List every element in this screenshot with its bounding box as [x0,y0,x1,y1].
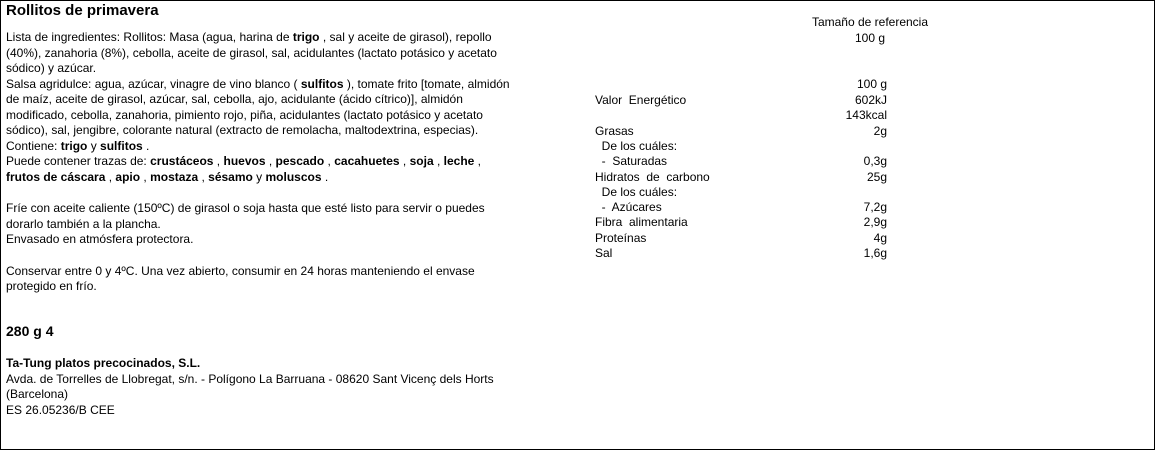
ingredient-text: y [87,138,101,153]
nutrient-label: De los cuáles: [595,184,678,199]
ingredient-text: Puede contener trazas de: [6,154,151,168]
ingredient-text: , [324,154,335,168]
allergen: sésamo [208,169,253,184]
allergen: trigo [60,138,88,153]
ingredients-line [6,170,566,186]
nutrient-value: 1,6g [863,246,887,260]
ingredient-text: , [265,154,276,168]
nutrient-value: 25g [866,169,887,184]
ingredient-text: ), tomate frito [tomate, almidón [343,76,510,91]
ingredients-line [6,61,566,77]
allergen: crustáceos [150,154,214,168]
company-block [6,356,566,418]
ingredient-text: de maíz, aceite de girasol, azúcar, sal, cebolla, ajo, acidulante (ácido cítrico)], almidón [6,92,463,106]
ingredient-text: Contiene: [6,138,61,153]
allergen: soja [409,154,434,168]
ingredients-line [6,46,566,62]
allergen: moluscos [265,169,322,184]
ingredients-line [6,154,566,170]
nutrient-value: 7,2g [863,200,887,215]
allergen: sulfitos [300,76,344,91]
ingredient-text: modificado, cebolla, zanahoria, pimiento rojo, piña, acidulantes (lactato potásico y acetato [6,107,483,122]
ingredient-text: , sal y aceite de girasol), repollo [319,30,492,44]
preparation-line: dorarlo también a la plancha. [6,216,161,231]
ingredients-line [6,30,566,46]
company-city: (Barcelona) [6,387,69,401]
ingredient-text: sódico) y azúcar. [6,61,97,75]
ingredients-line [6,77,566,93]
ingredient-text: . [142,138,150,153]
ingredients-line [6,139,566,155]
allergen: pescado [275,154,325,168]
allergen: leche [443,154,475,168]
nutrient-label: - Saturadas [595,154,668,169]
company-address: Avda. de Torrelles de Llobregat, s/n. - Polígono La Barruana - 08620 Sant Vicenç dels Horts [6,371,494,386]
nutrient-value: 2g [873,123,887,138]
ingredient-text: , [213,154,224,168]
ingredient-text: Salsa agridulce: agua, azúcar, vinagre de vino blanco ( [6,76,301,91]
registry-number: ES 26.05236/B CEE [6,402,115,417]
allergen: apio [115,169,141,184]
nutrient-value: 2,9g [863,215,887,230]
ingredients-line [6,92,566,108]
nutrient-label: De los cuáles: [595,138,678,153]
ingredient-text: (40%), zanahoria (8%), cebolla, aceite de girasol, sal, acidulantes (lactato potásico y acetato [6,45,497,60]
ingredient-text: y [252,169,266,184]
ingredients-block [6,30,566,295]
ingredient-text: , [399,154,410,168]
nutrient-value: 4g [873,230,887,245]
preparation-line: Fríe con aceite caliente (150ºC) de girasol o soja hasta que esté listo para servir o puedes [6,201,485,215]
allergen: cacahuetes [334,154,400,168]
nutrient-label: Fibra alimentaria [595,215,688,230]
storage-line: Conservar entre 0 y 4ºC. Una vez abierto, consumir en 24 horas manteniendo el envase [6,263,475,278]
ingredients-line [6,108,566,124]
allergen: frutos de cáscara [6,169,106,184]
nutrient-label: Grasas [595,123,634,138]
ingredient-text: . [321,169,329,184]
ingredients-line [6,123,566,139]
reference-size-title: Tamaño de referencia [811,15,929,29]
nutrient-label: Valor Energético [595,93,687,107]
company-name: Ta-Tung platos precocinados, S.L. [6,356,201,370]
nutrient-label: Proteínas [595,230,647,245]
ingredient-text: , [140,169,151,184]
ingredients-text [6,30,566,185]
nutrient-value: 0,3g [863,154,887,169]
ingredient-text: , [105,169,116,184]
allergen: trigo [292,30,320,44]
storage-line: protegido en frío. [6,279,97,293]
per-100g-header: 100 g [856,77,887,91]
nutrient-label: - Azúcares [595,200,662,215]
allergen: mostaza [150,169,199,184]
nutrient-label: Sal [595,246,613,260]
ingredient-text: , [474,154,481,168]
nutrient-value: 602kJ [854,93,887,107]
ingredient-text: , [433,154,444,168]
ingredient-text: Lista de ingredientes: Rollitos: Masa (agua, harina de [6,30,293,44]
net-weight: 280 g 4 [6,323,54,339]
product-title: Rollitos de primavera [6,2,159,19]
nutrient-value: 143kcal [845,108,887,123]
reference-size-amount: 100 g [854,31,886,45]
allergen: huevos [223,154,266,168]
ingredient-text: , [198,169,209,184]
nutrient-label: Hidratos de carbono [595,169,710,184]
packaging-note: Envasado en atmósfera protectora. [6,232,194,246]
allergen: sulfitos [100,138,143,153]
ingredient-text: sódico), sal, jengibre, colorante natural (extracto de remolacha, maltodextrina, especias). [6,123,479,137]
